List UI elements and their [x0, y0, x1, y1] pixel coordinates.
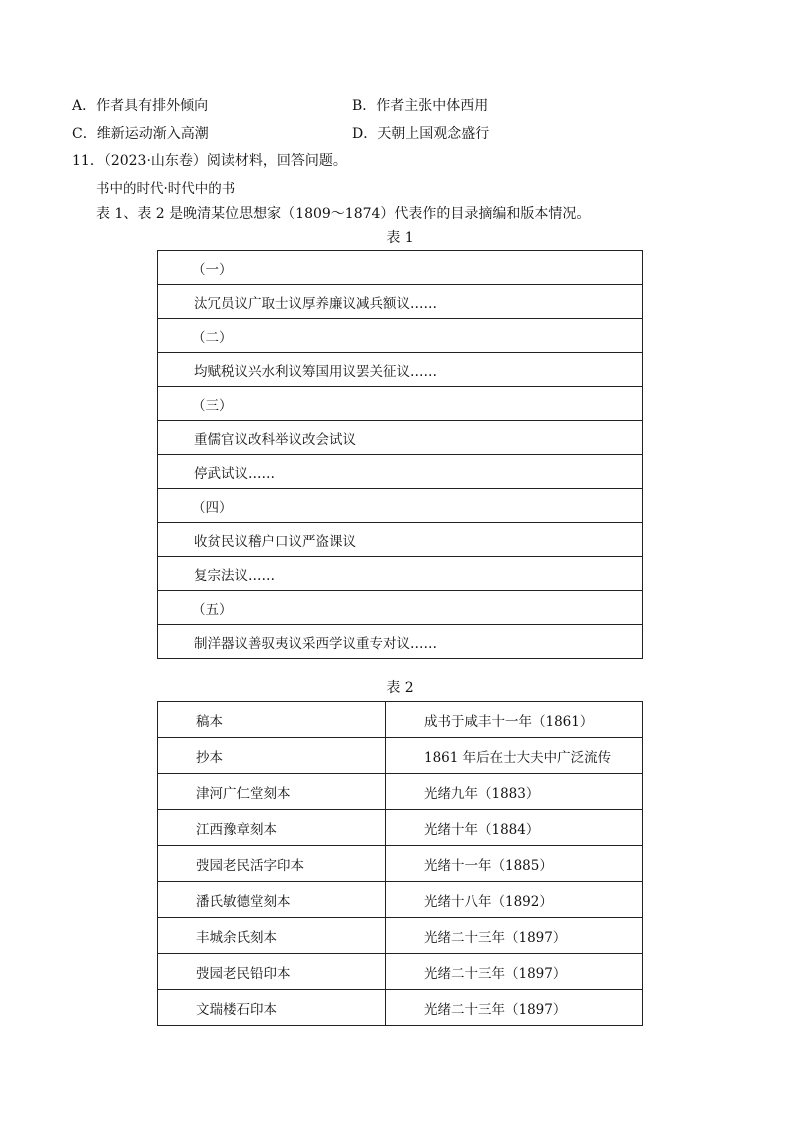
table-row: [158, 591, 643, 625]
option-c: C．维新运动渐入高潮: [72, 126, 209, 142]
option-a: A．作者具有排外倾向: [72, 98, 209, 114]
table-row: [158, 251, 643, 285]
table-row: [158, 702, 643, 738]
table1: [157, 250, 643, 659]
edition-cell: 江西豫章刻本: [158, 810, 386, 846]
table-row: [158, 738, 643, 774]
note-cell: 光绪二十三年（1897）: [386, 954, 643, 990]
edition-cell: 弢园老民铅印本: [158, 954, 386, 990]
table-row: [158, 489, 643, 523]
table-row: [158, 523, 643, 557]
table-row: [158, 387, 643, 421]
table-row: [158, 421, 643, 455]
note-cell: 1861 年后在士大夫中广泛流传: [386, 738, 643, 774]
table1-cell: 停武试议……: [158, 455, 643, 489]
table-row: [158, 882, 643, 918]
edition-cell: 稿本: [158, 702, 386, 738]
table-row: [158, 285, 643, 319]
note-cell: 光绪十年（1884）: [386, 810, 643, 846]
table1-cell: （二）: [158, 319, 643, 353]
table1-cell: 收贫民议稽户口议严盗课议: [158, 523, 643, 557]
table1-caption: 表 1: [386, 230, 414, 246]
table-row: [158, 918, 643, 954]
table1-cell: （三）: [158, 387, 643, 421]
note-cell: 成书于咸丰十一年（1861）: [386, 702, 643, 738]
question-header: 11．（2023·山东卷）阅读材料，回答问题。: [72, 153, 347, 169]
table1-cell: 汰冗员议广取士议厚养廉议减兵额议……: [158, 285, 643, 319]
edition-cell: 津河广仁堂刻本: [158, 774, 386, 810]
table2: [157, 701, 643, 1026]
table-row: [158, 954, 643, 990]
table-row: [158, 810, 643, 846]
table1-cell: （四）: [158, 489, 643, 523]
table-row: [158, 625, 643, 659]
edition-cell: 抄本: [158, 738, 386, 774]
table-row: [158, 846, 643, 882]
table-row: [158, 557, 643, 591]
option-d: D．天朝上国观念盛行: [352, 126, 490, 142]
note-cell: 光绪二十三年（1897）: [386, 918, 643, 954]
table1-cell: （一）: [158, 251, 643, 285]
option-b: B．作者主张中体西用: [352, 98, 489, 114]
table1-cell: 重儒官议改科举议改会试议: [158, 421, 643, 455]
table-row: [158, 319, 643, 353]
edition-cell: 弢园老民活字印本: [158, 846, 386, 882]
table-row: [158, 774, 643, 810]
note-cell: 光绪十八年（1892）: [386, 882, 643, 918]
edition-cell: 文瑞楼石印本: [158, 990, 386, 1026]
table1-cell: 复宗法议……: [158, 557, 643, 591]
note-cell: 光绪十一年（1885）: [386, 846, 643, 882]
table-row: [158, 353, 643, 387]
table1-cell: 均赋税议兴水利议筹国用议罢关征议……: [158, 353, 643, 387]
edition-cell: 潘氏敏德堂刻本: [158, 882, 386, 918]
table2-caption: 表 2: [386, 680, 414, 696]
question-intro: 表 1、表 2 是晚清某位思想家（1809～1874）代表作的目录摘编和版本情况。: [96, 206, 591, 222]
table-row: [158, 990, 643, 1026]
table1-cell: 制洋器议善驭夷议采西学议重专对议……: [158, 625, 643, 659]
table-row: [158, 455, 643, 489]
edition-cell: 丰城余氏刻本: [158, 918, 386, 954]
note-cell: 光绪二十三年（1897）: [386, 990, 643, 1026]
table1-cell: （五）: [158, 591, 643, 625]
note-cell: 光绪九年（1883）: [386, 774, 643, 810]
question-theme: 书中的时代·时代中的书: [96, 181, 236, 197]
